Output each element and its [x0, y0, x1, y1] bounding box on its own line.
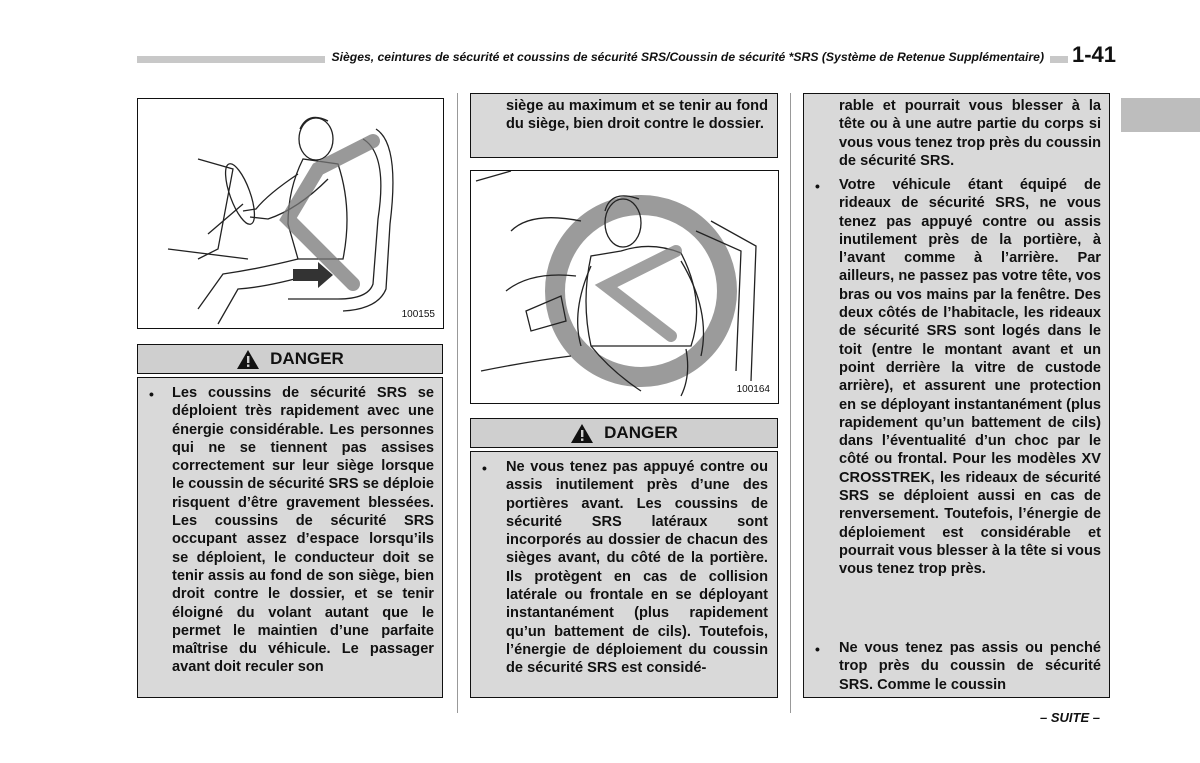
- bullet-dot: •: [482, 460, 487, 476]
- danger-box-continued: [803, 93, 1110, 698]
- danger-title: DANGER: [270, 349, 344, 368]
- continuation-text: siège au maximum et se tenir au fond du siège, bien droit contre le dossier.: [506, 98, 768, 133]
- continuation-box: [470, 93, 778, 158]
- figure-label: 100164: [736, 384, 770, 395]
- warning-triangle-icon: [236, 349, 260, 370]
- column-divider: [457, 93, 458, 713]
- driver-seatbelt-drawing: [138, 99, 443, 328]
- driver-seat-illustration: [137, 98, 444, 329]
- danger-text: Ne vous tenez pas appuyé contre ou assis inutilement près d’une des portières avant. Les coussins de sécurité SRS latéraux sont incorporés au dossier de chacun des sièges avant, du côté de la portière. Ils protègent en cas de collision latérale ou frontale en se déployant instantanément (plus rapidement qu’un battement de cils). Toutefois, l’énergie de déploiement du coussin de sécurité SRS est considé-: [506, 459, 768, 677]
- danger-box: [137, 377, 443, 698]
- running-header: Sièges, ceintures de sécurité et coussins de sécurité SRS/Coussin de sécurité *SRS (Système de Retenue Supplémentaire): [325, 50, 1050, 64]
- figure-label: 100155: [401, 309, 435, 320]
- passenger-door-drawing: [471, 171, 778, 403]
- danger-header: [470, 418, 778, 448]
- danger-box: [470, 451, 778, 698]
- warning-triangle-icon: [570, 423, 594, 444]
- danger-text: Les coussins de sécurité SRS se déploient très rapidement avec une énergie considérable. Les personnes qui ne se tiennent pas assises correctement sur leur siège lorsque le coussin de sécurité SRS se déploie risquent d’être gravement blessées. Les coussins de sécurité SRS occupant assez d’espace lorsqu’ils se déploient, le conducteur doit se tenir assis au fond de son siège, bien droit contre le dossier, et se tenir éloigné du volant autant que le permet le maintien d’une parfaite maîtrise du véhicule. Le passager avant doit reculer son: [172, 385, 434, 676]
- page-number: 1-41: [1068, 42, 1116, 68]
- bullet-dot: •: [149, 386, 154, 402]
- continued-marker: – SUITE –: [1040, 710, 1100, 725]
- bullet-dot: •: [815, 641, 820, 657]
- danger-title: DANGER: [604, 423, 678, 442]
- continuation-text: rable et pourrait vous blesser à la tête ou à une autre partie du corps si vous vous tenez trop près du coussin de sécurité SRS.: [839, 98, 1101, 169]
- danger-header: [137, 344, 443, 374]
- passenger-illustration: [470, 170, 779, 404]
- bullet-text: Ne vous tenez pas assis ou penché trop près du coussin de sécurité SRS. Comme le coussin: [839, 640, 1101, 693]
- column-divider: [790, 93, 791, 713]
- section-tab: [1121, 98, 1200, 132]
- bullet-text: Votre véhicule étant équipé de rideaux de sécurité SRS, ne vous tenez pas appuyé contre ou assis inutilement près de la portière, à l’avant comme à l’arrière. Par ailleurs, ne passez pas votre tête, vos bras ou vos mains par la fenêtre. Des deux côtés de l’habitacle, les rideaux de sécurité SRS sont logés dans le toit (entre le montant avant et un point derrière la vitre de custode arrière), et assurent une protection en se déployant instantanément (plus rapidement qu’un battement de cils) dans l’éventualité d’un choc par le côté ou frontal. Pour les modèles XV CROSSTREK, les rideaux de sécurité SRS se déploient aussi en cas de renversement. Toutefois, l’énergie de déploiement est considérable et pourrait vous blesser à la tête si vous vous tenez trop près.: [839, 177, 1101, 578]
- bullet-dot: •: [815, 178, 820, 194]
